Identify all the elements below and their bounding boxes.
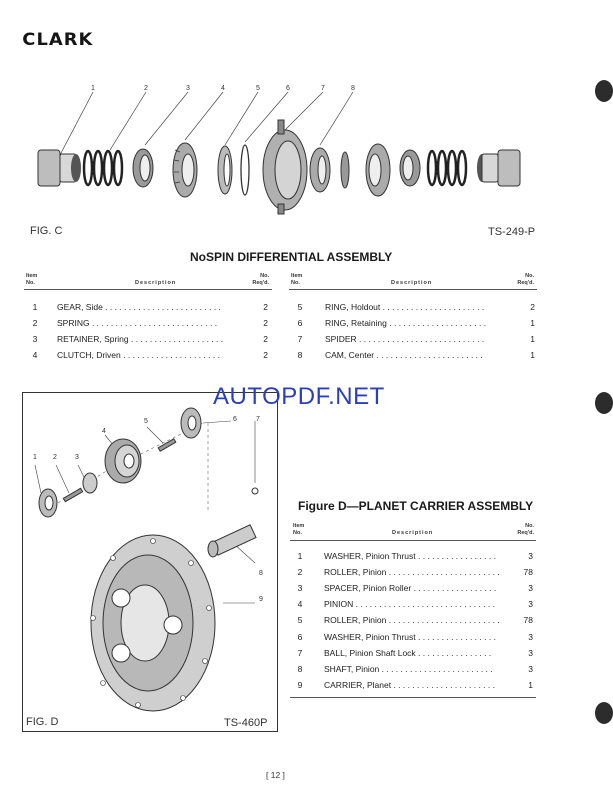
table-row: 3 RETAINER, Spring . . . . . . . . . . . . . . . . . . . . 2 <box>32 334 268 344</box>
fig-c-callout-6: 6 <box>286 85 290 92</box>
fig-c-code: TS-249-P <box>488 226 536 238</box>
t2-bottom-rule <box>290 697 536 698</box>
pinion-shaft-lock-ball <box>252 488 258 494</box>
fig-d-callout-4: 4 <box>102 428 106 435</box>
pinion-roller-left <box>63 488 82 501</box>
table-row: 7 SPIDER . . . . . . . . . . . . . . . . . . . . . . . . . . . 1 <box>297 334 535 344</box>
pinion-thrust-washer-right <box>181 408 201 438</box>
table-row: 6 WASHER, Pinion Thrust . . . . . . . . . . . . . . . . . 3 <box>297 632 533 642</box>
table-row: 4 CLUTCH, Driven . . . . . . . . . . . . . . . . . . . . . 2 <box>32 350 268 360</box>
clutch-driven-left <box>173 143 197 197</box>
pinion-thrust-washer-left <box>39 489 57 517</box>
t1-right-req-header: No. Req'd. <box>517 273 534 286</box>
fig-c-callout-1: 1 <box>91 85 95 92</box>
clutch-driven-right <box>366 144 390 196</box>
retainer-left <box>133 149 153 187</box>
t1-left-desc-header: Description <box>135 280 177 286</box>
table-row: 1 WASHER, Pinion Thrust . . . . . . . . . . . . . . . . . 3 <box>297 551 533 561</box>
spring-right <box>428 151 466 185</box>
fig-d-code: TS-460P <box>224 717 268 729</box>
fig-c-callout-4: 4 <box>221 85 225 92</box>
retaining-ring <box>241 145 249 195</box>
fig-d-callout-8: 8 <box>259 570 263 577</box>
table-row: 5 RING, Holdout . . . . . . . . . . . . . . . . . . . . . . 2 <box>297 302 535 312</box>
fig-c-callout-5: 5 <box>256 85 260 92</box>
t2-req-header: No. Req'd. <box>517 523 534 536</box>
retaining-ring-right <box>341 152 349 188</box>
fig-d-callout-2: 2 <box>53 454 57 461</box>
pinion-gear <box>105 439 141 483</box>
planet-carrier-table-title: Figure D—PLANET CARRIER ASSEMBLY <box>298 499 534 513</box>
spring-left <box>84 151 122 185</box>
retainer-right <box>400 150 420 186</box>
table-row: 8 SHAFT, Pinion . . . . . . . . . . . . . . . . . . . . . . . . 3 <box>297 664 533 674</box>
planet-carrier <box>91 535 216 711</box>
pinion-shaft <box>208 525 256 557</box>
t1-left-item-header: Item No. <box>26 273 38 286</box>
table-row: 6 RING, Retaining . . . . . . . . . . . . . . . . . . . . . 1 <box>297 318 535 328</box>
binder-hole-middle <box>595 392 613 414</box>
spider-center-cam <box>263 120 307 214</box>
t1-left-header-rule <box>24 289 272 290</box>
fig-c-callout-8: 8 <box>351 85 355 92</box>
fig-d-callout-3: 3 <box>75 454 79 461</box>
fig-c-callout-3: 3 <box>186 85 190 92</box>
fig-d-callout-6: 6 <box>233 416 237 423</box>
table-row: 5 ROLLER, Pinion . . . . . . . . . . . . . . . . . . . . . . . . 78 <box>297 615 533 625</box>
binder-hole-bottom <box>595 702 613 724</box>
t2-desc-header: Description <box>392 530 434 536</box>
side-gear-left <box>38 150 81 186</box>
t1-left-req-header: No. Req'd. <box>252 273 269 286</box>
holdout-ring-left <box>218 146 232 194</box>
table-row: 3 SPACER, Pinion Roller . . . . . . . . . . . . . . . . . . 3 <box>297 583 533 593</box>
fig-d-callout-5: 5 <box>144 418 148 425</box>
fig-c-callout-2: 2 <box>144 85 148 92</box>
table-row: 7 BALL, Pinion Shaft Lock . . . . . . . . . . . . . . . . 3 <box>297 648 533 658</box>
t1-right-header-rule <box>289 289 537 290</box>
table-row: 1 GEAR, Side . . . . . . . . . . . . . . . . . . . . . . . . . 2 <box>32 302 268 312</box>
fig-c-callout-7: 7 <box>321 85 325 92</box>
fig-c-label: FIG. C <box>30 225 63 237</box>
figure-d-exploded-illustration <box>23 393 277 713</box>
nospin-table-title: NoSPIN DIFFERENTIAL ASSEMBLY <box>190 250 393 264</box>
t2-header-rule <box>290 540 536 541</box>
autopdf-watermark: AUTOPDF.NET <box>213 383 385 410</box>
fig-d-callout-7: 7 <box>256 416 260 423</box>
fig-d-callout-9: 9 <box>259 596 263 603</box>
page-number: [ 12 ] <box>266 770 285 780</box>
fig-d-callout-1: 1 <box>33 454 37 461</box>
side-gear-right <box>477 150 520 186</box>
t1-right-desc-header: Description <box>391 280 433 286</box>
binder-hole-top <box>595 80 613 102</box>
holdout-ring-right <box>310 148 330 192</box>
table-row: 9 CARRIER, Planet . . . . . . . . . . . . . . . . . . . . . . 1 <box>297 680 533 690</box>
clark-logo: CLARK <box>22 30 94 50</box>
table-row: 2 ROLLER, Pinion . . . . . . . . . . . . . . . . . . . . . . . . 78 <box>297 567 533 577</box>
fig-d-label: FIG. D <box>26 716 59 728</box>
table-row: 2 SPRING . . . . . . . . . . . . . . . . . . . . . . . . . . . 2 <box>32 318 268 328</box>
figure-c-exploded-illustration <box>20 80 540 215</box>
t2-item-header: Item No. <box>293 523 305 536</box>
table-row: 4 PINION . . . . . . . . . . . . . . . . . . . . . . . . . . . . . . 3 <box>297 599 533 609</box>
t1-right-item-header: Item No. <box>291 273 303 286</box>
table-row: 8 CAM, Center . . . . . . . . . . . . . . . . . . . . . . . 1 <box>297 350 535 360</box>
pinion-roller-spacer <box>83 473 97 493</box>
